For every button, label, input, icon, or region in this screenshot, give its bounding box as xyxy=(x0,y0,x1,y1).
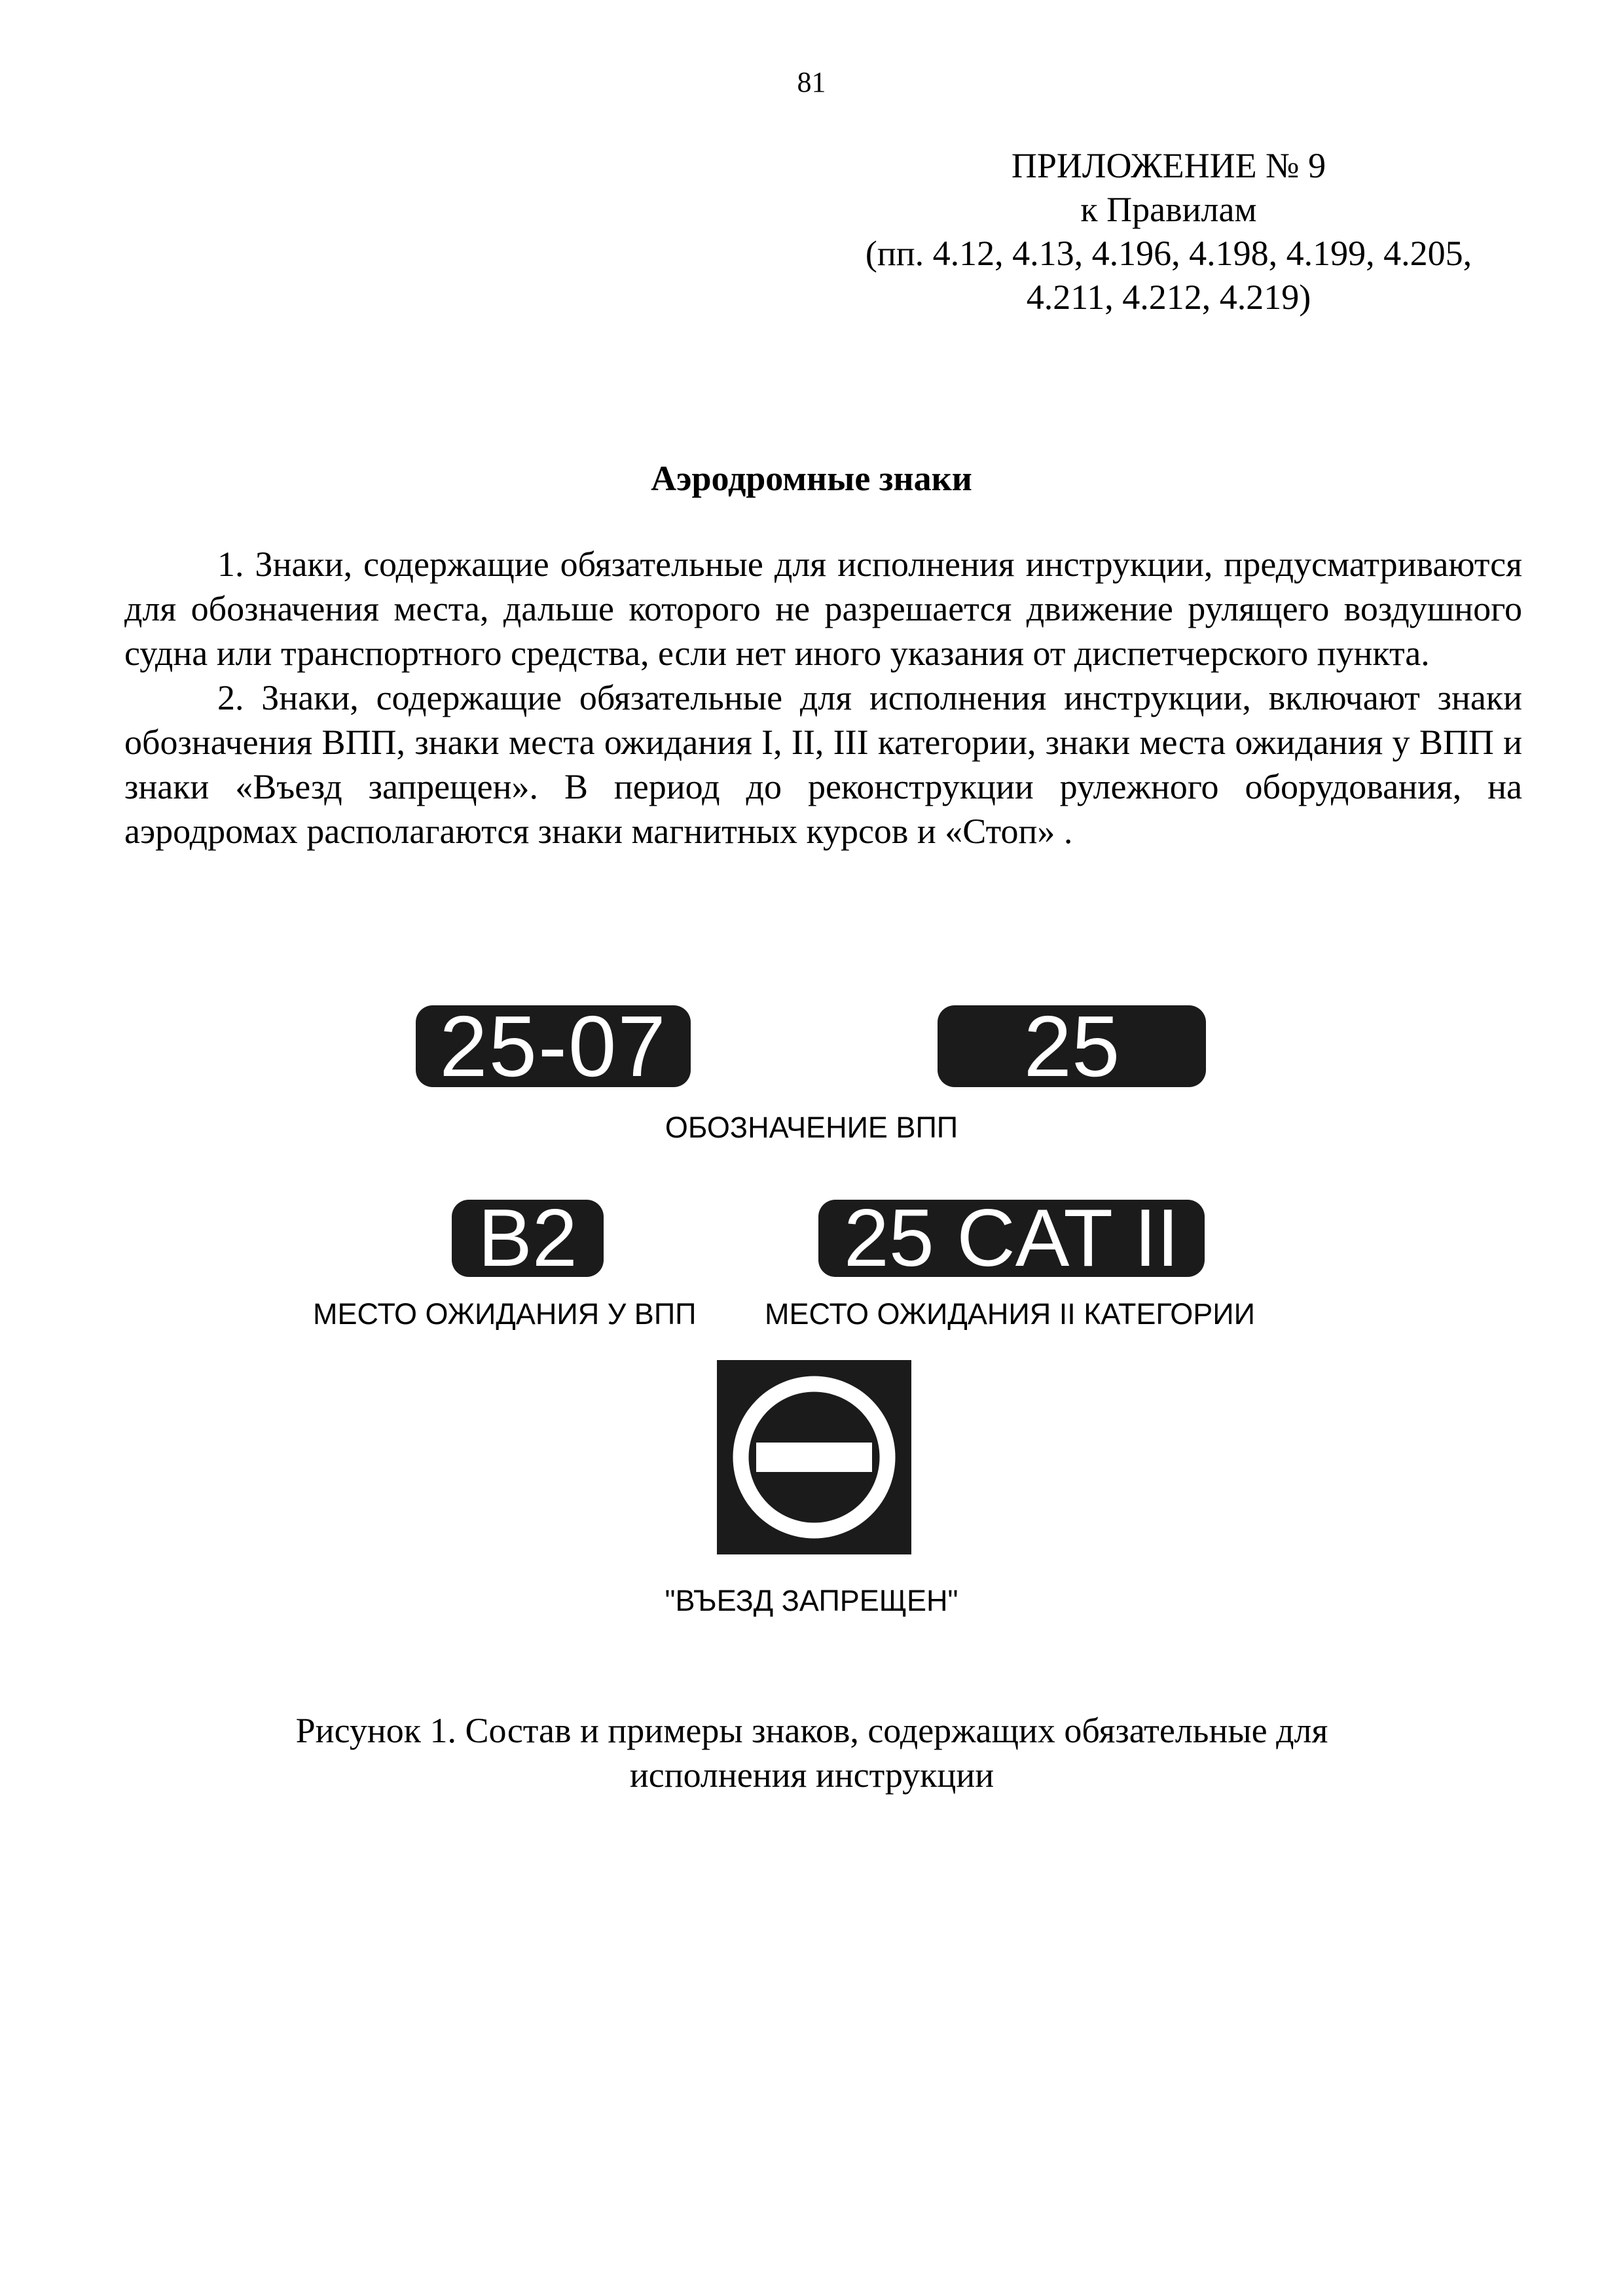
figure-caption xyxy=(262,1708,1362,1797)
body-text xyxy=(124,542,1522,853)
holding-position-caption: МЕСТО ОЖИДАНИЯ У ВПП xyxy=(313,1297,697,1331)
no-entry-icon xyxy=(717,1360,911,1554)
category-holding-sign-text: 25 CAT II xyxy=(843,1193,1180,1283)
runway-sign-25-07 xyxy=(416,998,691,1094)
appendix-line-1: ПРИЛОЖЕНИЕ № 9 xyxy=(1011,146,1326,185)
category-holding-sign xyxy=(818,1193,1205,1283)
holding-position-sign xyxy=(452,1193,604,1283)
runway-caption: ОБОЗНАЧЕНИЕ ВПП xyxy=(665,1111,958,1144)
category-holding-caption: МЕСТО ОЖИДАНИЯ II КАТЕГОРИИ xyxy=(765,1297,1255,1331)
paragraph-2: 2. Знаки, содержащие обязательные для исполнения инструкции, включают знаки обозначения ВПП, знаки места ожидания I, II, III категории, знаки места ожидания у ВПП и знаки «Въезд запрещен». В период до реконструкции рулежного оборудования, на аэродромах располагаются знаки магнитных курсов и «Стоп» . xyxy=(124,678,1522,851)
holding-position-sign-text: B2 xyxy=(478,1193,577,1283)
page-number: 81 xyxy=(797,66,826,98)
appendix-line-4: 4.211, 4.212, 4.219) xyxy=(1026,278,1311,317)
no-entry-caption: "ВЪЕЗД ЗАПРЕЩЕН" xyxy=(665,1584,958,1617)
runway-sign-25-text: 25 xyxy=(1023,998,1120,1094)
appendix-header xyxy=(812,144,1525,319)
runway-sign-25 xyxy=(938,998,1206,1094)
figure-caption-line-2: исполнения инструкции xyxy=(629,1755,994,1795)
runway-sign-25-07-text: 25-07 xyxy=(439,998,667,1094)
document-title: Аэродромные знаки xyxy=(651,459,972,498)
paragraph-1: 1. Знаки, содержащие обязательные для исполнения инструкции, предусматриваются для обозначения места, дальше которого не разрешается движение рулящего воздушного судна или транспортного средства, если нет иного указания от диспетчерского пункта. xyxy=(124,545,1522,673)
figure-caption-line-1: Рисунок 1. Состав и примеры знаков, содержащих обязательные для xyxy=(295,1711,1328,1750)
appendix-line-3: (пп. 4.12, 4.13, 4.196, 4.198, 4.199, 4.205, xyxy=(865,234,1472,273)
appendix-line-2: к Правилам xyxy=(1080,190,1257,229)
